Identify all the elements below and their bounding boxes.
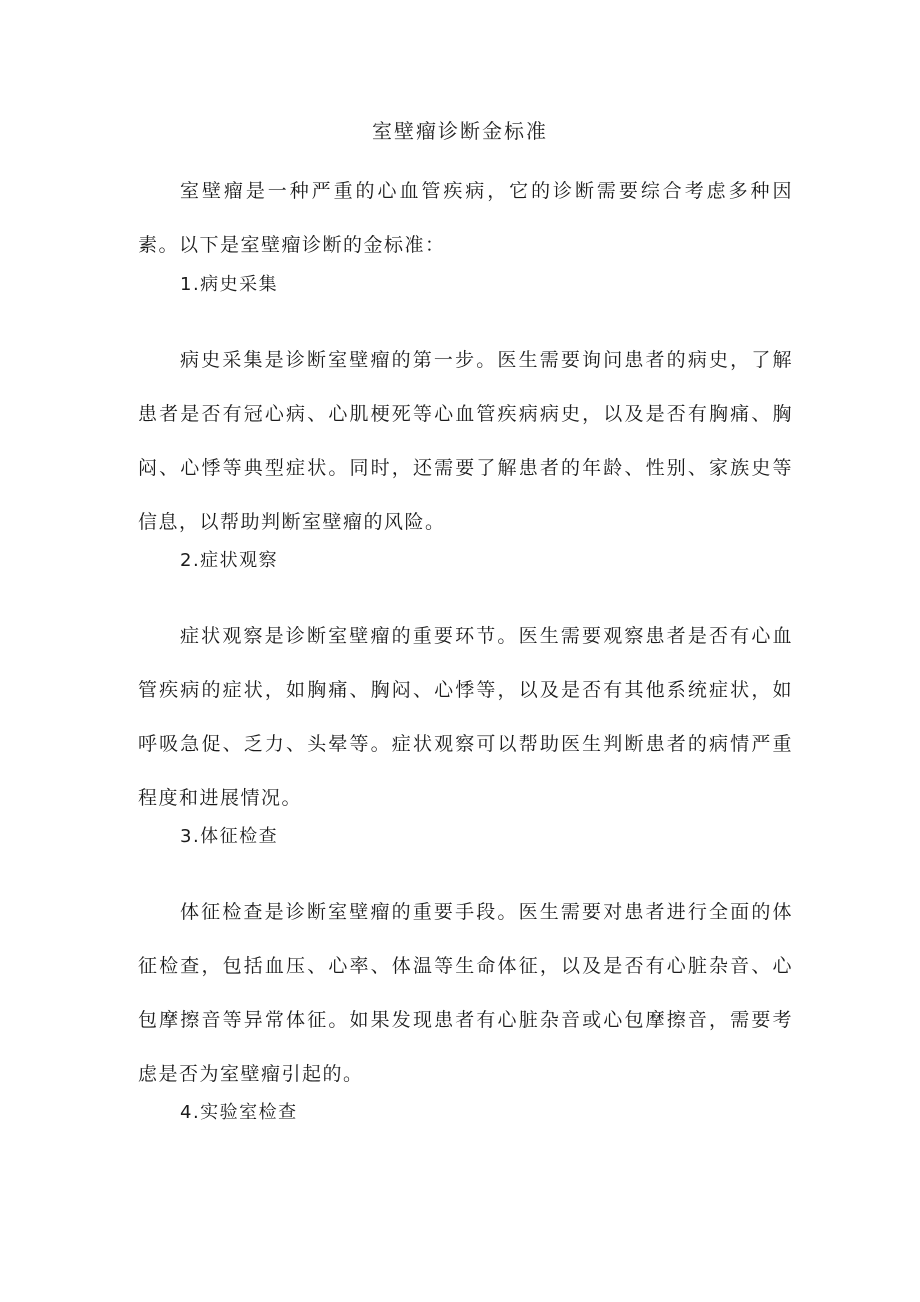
section-heading-1: 1.病史采集 (180, 274, 279, 295)
section-body-3: 体征检查是诊断室壁瘤的重要手段。医生需要对患者进行全面的体征检查，包括血压、心率、体温等生命体征，以及是否有心脏杂音、心包摩擦音等异常体征。如果发现患者有心脏杂音或心包摩擦音，需要考虑是否为室壁瘤引起的。 (138, 901, 793, 1085)
section-heading-4: 4.实验室检查 (180, 1102, 298, 1123)
page-title: 室壁瘤诊断金标准 (372, 119, 548, 143)
section-body-1: 病史采集是诊断室壁瘤的第一步。医生需要询问患者的病史，了解患者是否有冠心病、心肌梗死等心血管疾病病史，以及是否有胸痛、胸闷、心悸等典型症状。同时，还需要了解患者的年龄、性别、家族史等信息，以帮助判断室壁瘤的风险。 (138, 349, 793, 533)
section-heading-3: 3.体征检查 (180, 826, 279, 847)
section-body-2: 症状观察是诊断室壁瘤的重要环节。医生需要观察患者是否有心血管疾病的症状，如胸痛、胸闷、心悸等，以及是否有其他系统症状，如呼吸急促、乏力、头晕等。症状观察可以帮助医生判断患者的病情严重程度和进展情况。 (138, 625, 793, 809)
section-heading-2: 2.症状观察 (180, 550, 279, 571)
intro-paragraph: 室壁瘤是一种严重的心血管疾病，它的诊断需要综合考虑多种因素。以下是室壁瘤诊断的金标准： (138, 180, 793, 256)
